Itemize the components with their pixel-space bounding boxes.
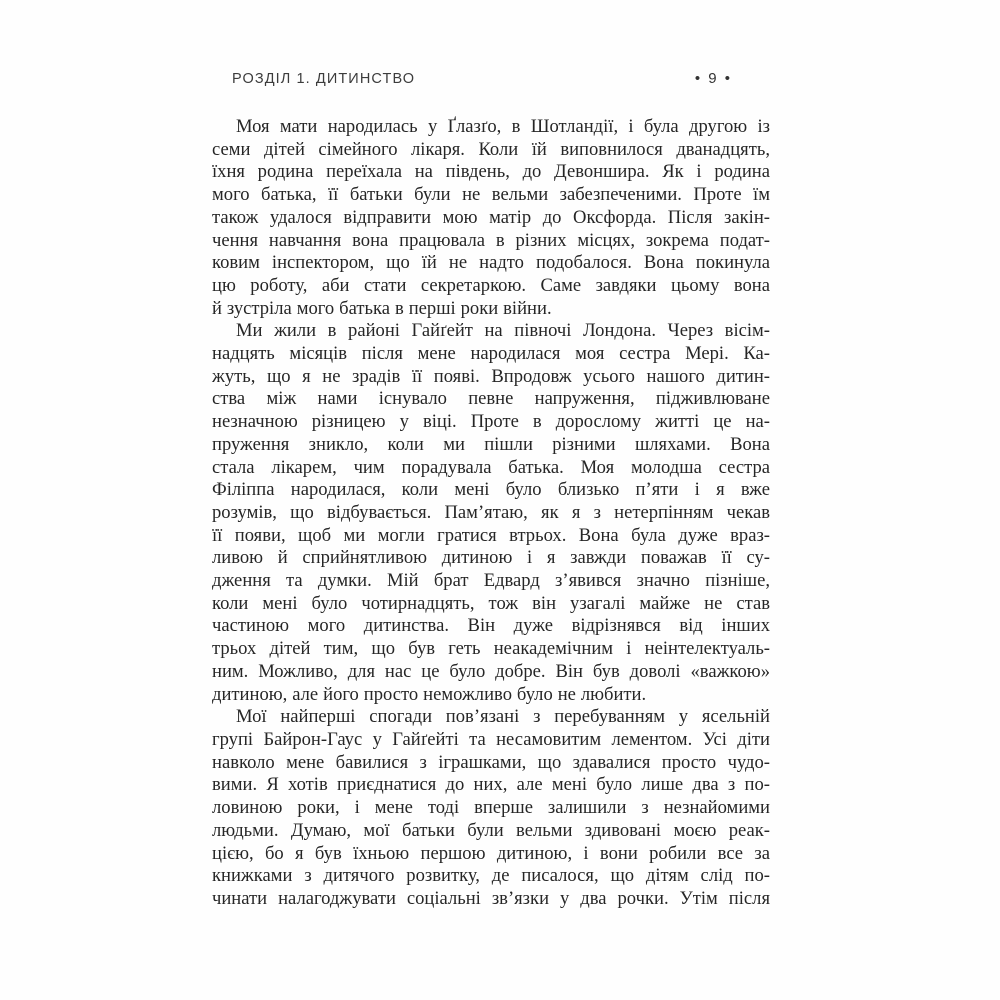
text-line: ловиною роки, і мене тоді вперше залишили з незнайомими [212,797,770,819]
text-line: чення навчання вона працювала в різних місцях, зокрема подат- [212,229,770,251]
text-line: Моя мати народилась у Ґлазґо, в Шотландії, і була другою із [236,116,770,137]
text-line: цією, бо я був їхньою першою дитиною, і вони робили все за [212,842,770,864]
text-line: ковим інспектором, що їй не надто подобалося. Вона покинула [212,252,770,274]
text-line: розумів, що відбувається. Пам’ятаю, як я з нетерпінням чекав [212,501,770,523]
text-line: книжками з дитячого розвитку, де писалося, що дітям слід по- [212,865,770,887]
text-line: Філіппа народилася, коли мені було близько п’яти і я вже [212,479,770,501]
text-line: Мої найперші спогади пов’язані з перебуванням у ясельній [236,706,770,728]
running-header [212,70,770,87]
text-line: частиною мого дитинства. Він дуже відрізнявся від інших [212,615,770,637]
text-line: групі Байрон-Гаус у Гайґейті та несамовитим лементом. Усі діти [212,728,770,750]
text-line: надцять місяців після мене народилася моя сестра Мері. Ка- [212,343,770,365]
text-line: жуть, що я не зрадів її появі. Впродовж усього нашого дитин- [212,365,770,387]
text-line: коли мені було чотирнадцять, тож він узагалі майже не став [212,592,770,614]
page-body [212,116,770,911]
text-line: семи дітей сімейного лікаря. Коли їй виповнилося дванадцять, [212,138,770,160]
text-line: її появи, щоб ми могли гратися втрьох. Вона була дуже враз- [212,524,770,546]
text-line: ства між нами існувало певне напруження, підживлюване [212,388,770,410]
text-line: також удалося відправити мою матір до Оксфорда. Після закін- [212,206,770,228]
text-line: людьми. Думаю, мої батьки були вельми здивовані моєю реак- [212,819,770,841]
text-line: вими. Я хотів приєднатися до них, але мені було лише два з по- [212,774,770,796]
text-line: трьох дітей тим, що був геть неакадемічним і неінтелектуаль- [212,638,770,660]
text-line: незначною різницею у віці. Проте в дорослому житті це на- [212,411,770,433]
paragraph [212,320,770,706]
text-line: пруження зникло, коли ми пішли різними шляхами. Вона [212,433,770,455]
text-line: чинати налагоджувати соціальні зв’язки у два рочки. Утім після [212,887,770,909]
text-line: Ми жили в районі Гайґейт на півночі Лондона. Через вісім- [236,320,770,342]
text-line: їхня родина переїхала на південь, до Девоншира. Як і родина [212,161,770,183]
text-line: стала лікарем, чим порадувала батька. Моя молодша сестра [212,456,770,478]
text-line: ним. Можливо, для нас це було добре. Він був доволі «важкою» [212,660,770,682]
text-column [212,70,770,911]
text-line: ливою й сприйнятливою дитиною і я завжди поважав її су- [212,547,770,569]
text-line: дитиною, але його просто неможливо було не любити. [212,683,647,705]
paragraph [212,706,770,910]
paragraph [212,116,770,320]
page-number: • 9 • [694,70,732,87]
text-line: дження та думки. Мій брат Едвард з’явився значно пізніше, [212,570,770,592]
chapter-title: РОЗДІЛ 1. ДИТИНСТВО [232,71,416,87]
text-line: й зустріла мого батька в перші роки війни. [212,297,552,319]
text-line: цю роботу, аби стати секретаркою. Саме завдяки цьому вона [212,274,770,296]
text-line: мого батька, її батьки були не вельми забезпеченими. Проте їм [212,184,770,206]
text-line: навколо мене бавилися з іграшками, що здавалися просто чудо- [212,751,770,773]
